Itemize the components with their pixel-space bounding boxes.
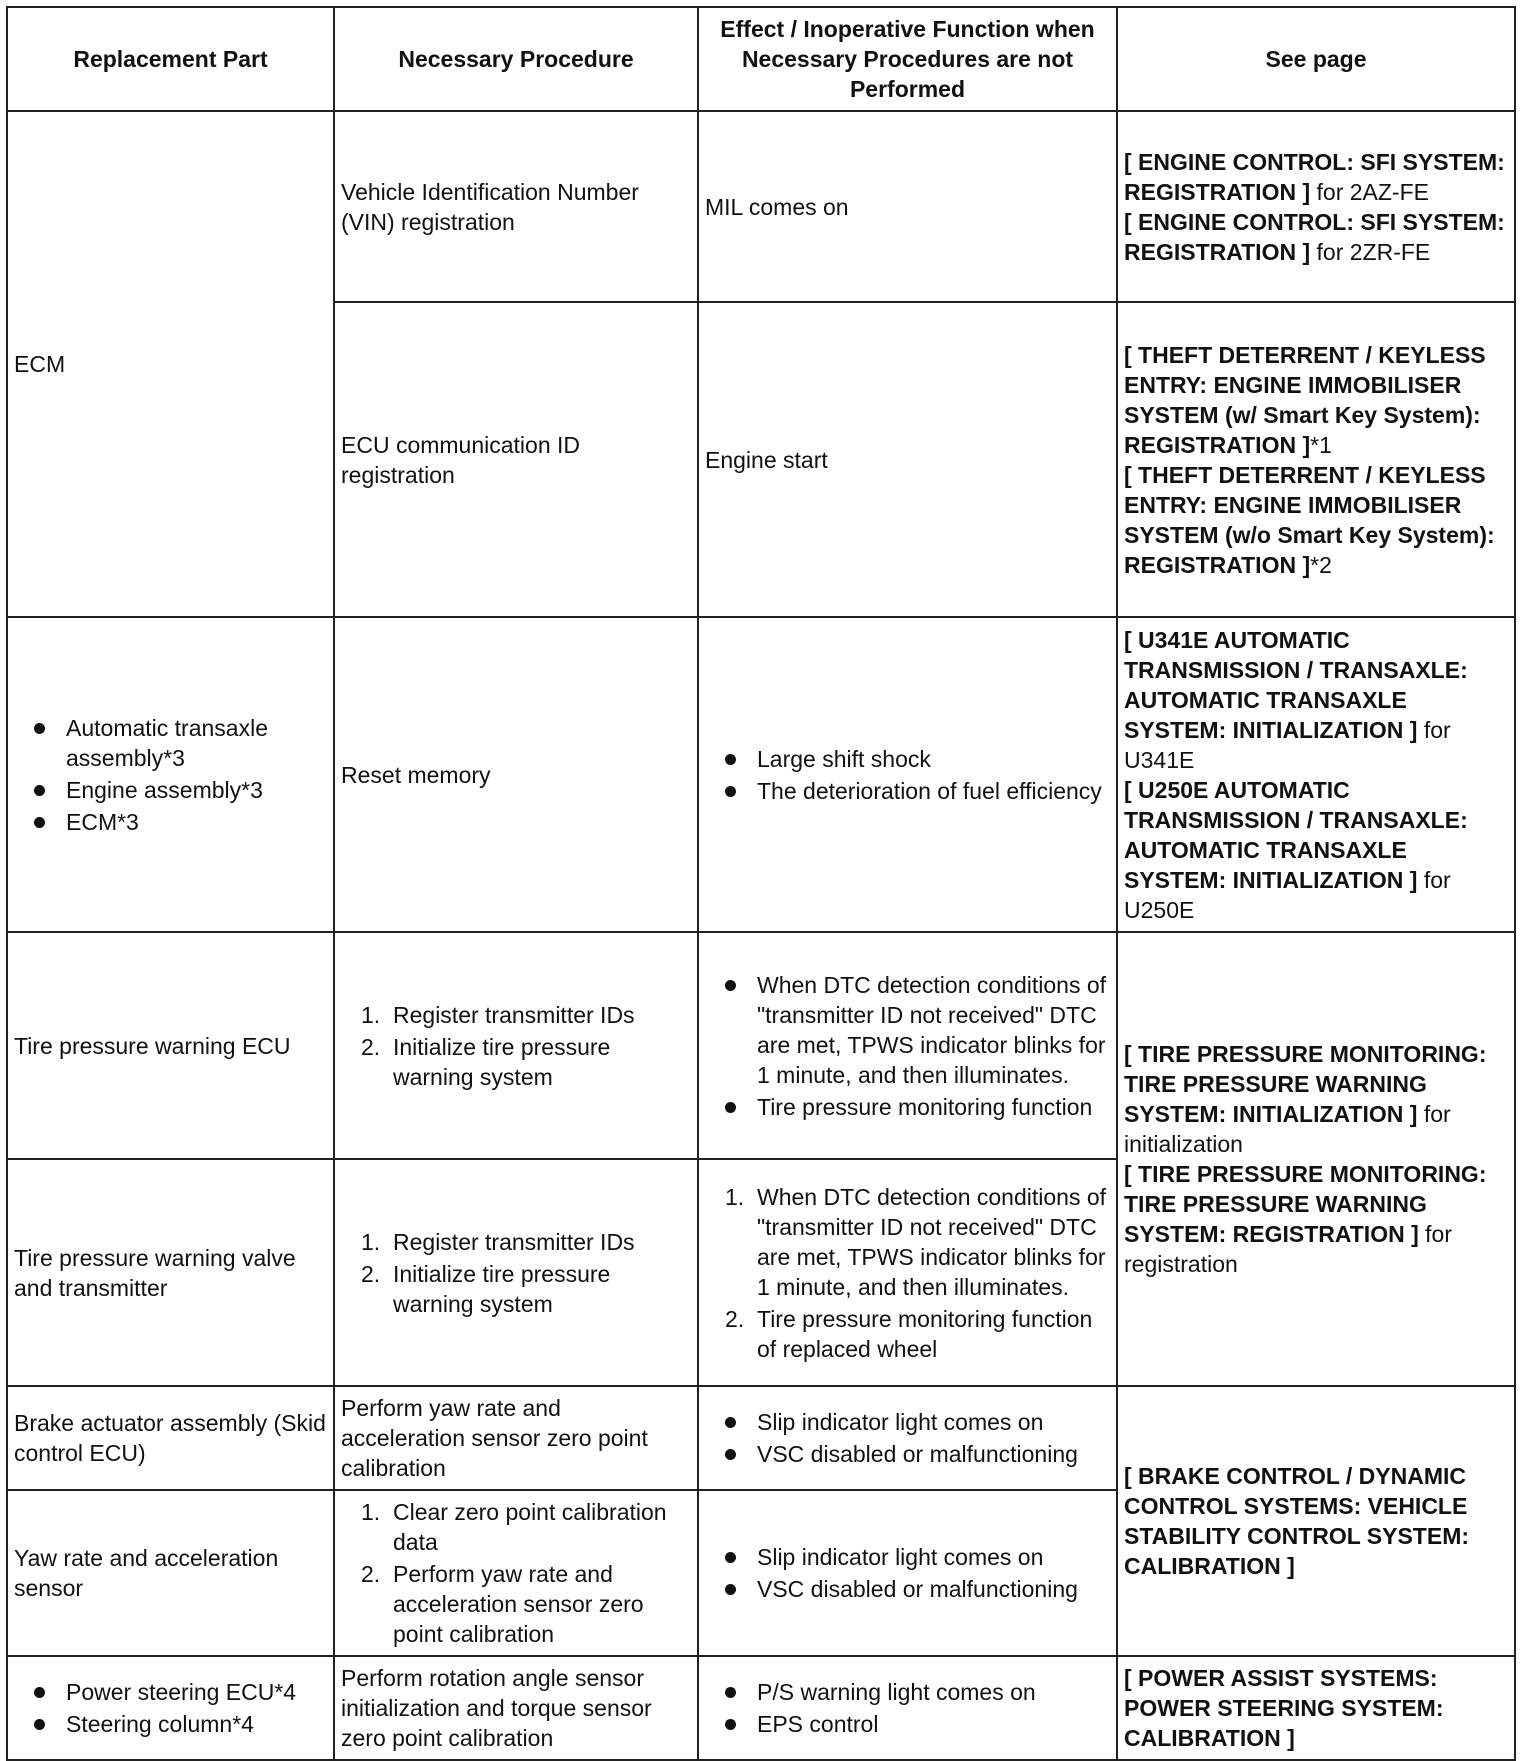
list-item: ECM*3 <box>28 807 327 837</box>
list-item: Slip indicator light comes on <box>719 1542 1110 1572</box>
list-item: Large shift shock <box>719 744 1110 774</box>
list-item: 2. Tire pressure monitoring function of replaced wheel <box>725 1305 1093 1362</box>
list-number: 2. <box>361 1561 381 1587</box>
list-item: Power steering ECU*4 <box>28 1677 327 1707</box>
table-row-tpws-ecu <box>7 932 1515 1159</box>
list-item: 2. Initialize tire pressure warning system <box>361 1033 611 1090</box>
effect-tpws-valve-list <box>698 1159 1117 1386</box>
ref-suffix: *1 <box>1310 431 1332 458</box>
procedure-power-steering: Perform rotation angle sensor initialization and torque sensor zero point calibration <box>334 1656 698 1760</box>
ref-link[interactable]: [ ENGINE CONTROL: SFI SYSTEM: REGISTRATION ] <box>1124 148 1505 205</box>
effect-tpws-ecu-list <box>698 932 1117 1159</box>
list-number: 2. <box>361 1260 381 1287</box>
list-item: 1. Register transmitter IDs <box>361 1228 635 1255</box>
ref-link[interactable]: [ U341E AUTOMATIC TRANSMISSION / TRANSAXLE: AUTOMATIC TRANSAXLE SYSTEM: INITIALIZATION ] <box>1124 626 1468 743</box>
procedure-tpws-valve-list <box>334 1159 698 1386</box>
part-power-steering-list <box>7 1656 334 1760</box>
ref-suffix: for registration <box>1124 1221 1452 1277</box>
header-row <box>7 7 1515 111</box>
list-number: 1. <box>361 1001 381 1028</box>
table-row-transaxle <box>7 617 1515 932</box>
list-item: 1. When DTC detection conditions of "transmitter ID not received" DTC are met, TPWS indicator blinks for 1 minute, and then illuminates. <box>725 1183 1107 1300</box>
ref-link[interactable]: [ TIRE PRESSURE MONITORING: TIRE PRESSURE WARNING SYSTEM: INITIALIZATION ] <box>1124 1041 1487 1127</box>
list-item: Steering column*4 <box>28 1709 327 1739</box>
header-replacement-part: Replacement Part <box>7 7 334 111</box>
effect-brake-list <box>698 1386 1117 1490</box>
see-page-tpws <box>1117 932 1515 1386</box>
list-item: 1. Clear zero point calibration data <box>361 1499 667 1555</box>
list-item: VSC disabled or malfunctioning <box>719 1574 1110 1604</box>
list-item: Automatic transaxle assembly*3 <box>28 713 327 773</box>
see-page-sfi <box>1117 111 1515 302</box>
list-item: EPS control <box>719 1709 1110 1739</box>
list-item: The deterioration of fuel efficiency <box>719 776 1110 806</box>
ref-suffix: *2 <box>1310 551 1332 578</box>
procedure-yaw-list <box>334 1490 698 1656</box>
part-yaw-sensor: Yaw rate and acceleration sensor <box>7 1490 334 1656</box>
list-item: 2. Initialize tire pressure warning system <box>361 1260 611 1317</box>
part-transaxle-list <box>7 617 334 932</box>
see-page-immobiliser <box>1117 302 1515 617</box>
ref-link[interactable]: [ U250E AUTOMATIC TRANSMISSION / TRANSAXLE: AUTOMATIC TRANSAXLE SYSTEM: INITIALIZATION ] <box>1124 776 1468 893</box>
effect-power-steering-list <box>698 1656 1117 1760</box>
list-item: Engine assembly*3 <box>28 775 327 805</box>
ref-link[interactable]: [ THEFT DETERRENT / KEYLESS ENTRY: ENGINE IMMOBILISER SYSTEM (w/ Smart Key System): REGISTRATION ] <box>1124 341 1486 458</box>
ref-suffix: for 2ZR-FE <box>1310 238 1431 265</box>
list-number: 2. <box>725 1305 745 1332</box>
see-page-transaxle <box>1117 617 1515 932</box>
list-item: P/S warning light comes on <box>719 1677 1110 1707</box>
list-number: 1. <box>361 1228 381 1255</box>
part-tpws-ecu: Tire pressure warning ECU <box>7 932 334 1159</box>
ref-link[interactable]: [ TIRE PRESSURE MONITORING: TIRE PRESSURE WARNING SYSTEM: REGISTRATION ] <box>1124 1161 1487 1247</box>
table-row-brake <box>7 1386 1515 1490</box>
effect-mil: MIL comes on <box>698 111 1117 302</box>
header-effect: Effect / Inoperative Function when Necessary Procedures are not Performed <box>698 7 1117 111</box>
list-number: 1. <box>725 1183 745 1210</box>
ref-suffix: for initialization <box>1124 1101 1451 1157</box>
see-page-brake <box>1117 1386 1515 1656</box>
ref-link[interactable]: [ BRAKE CONTROL / DYNAMIC CONTROL SYSTEMS: VEHICLE STABILITY CONTROL SYSTEM: CALIBRATION ] <box>1124 1463 1470 1579</box>
procedure-ecu-id-registration: ECU communication ID registration <box>334 302 698 617</box>
header-see-page: See page <box>1117 7 1515 111</box>
list-item: VSC disabled or malfunctioning <box>719 1439 1110 1469</box>
procedure-brake-calibration: Perform yaw rate and acceleration sensor zero point calibration <box>334 1386 698 1490</box>
ref-suffix: for U250E <box>1124 866 1451 923</box>
list-number: 2. <box>361 1033 381 1060</box>
procedure-reset-memory: Reset memory <box>334 617 698 932</box>
ref-link[interactable]: [ ENGINE CONTROL: SFI SYSTEM: REGISTRATION ] <box>1124 208 1505 265</box>
replacement-procedure-table <box>6 6 1516 1761</box>
list-number: 1. <box>361 1499 381 1525</box>
list-item: Slip indicator light comes on <box>719 1407 1110 1437</box>
header-necessary-procedure: Necessary Procedure <box>334 7 698 111</box>
table-row-ecm-vin <box>7 111 1515 302</box>
ref-suffix: for 2AZ-FE <box>1310 178 1429 205</box>
list-item: 2. Perform yaw rate and acceleration sensor zero point calibration <box>361 1561 644 1647</box>
procedure-vin-registration: Vehicle Identification Number (VIN) registration <box>334 111 698 302</box>
part-tpws-valve: Tire pressure warning valve and transmitter <box>7 1159 334 1386</box>
effect-yaw-list <box>698 1490 1117 1656</box>
list-item: 1. Register transmitter IDs <box>361 1001 635 1028</box>
procedure-tpws-ecu-list <box>334 932 698 1159</box>
effect-engine-start: Engine start <box>698 302 1117 617</box>
part-ecm: ECM <box>7 111 334 617</box>
ref-suffix: for U341E <box>1124 716 1451 773</box>
list-item: When DTC detection conditions of "transmitter ID not received" DTC are met, TPWS indicator blinks for 1 minute, and then illuminates. <box>719 970 1110 1090</box>
see-page-power-steering <box>1117 1656 1515 1760</box>
effect-transaxle-list <box>698 617 1117 932</box>
part-brake-actuator: Brake actuator assembly (Skid control ECU) <box>7 1386 334 1490</box>
ref-link[interactable]: [ THEFT DETERRENT / KEYLESS ENTRY: ENGINE IMMOBILISER SYSTEM (w/o Smart Key System): REGISTRATION ] <box>1124 461 1495 578</box>
table-row-power-steering <box>7 1656 1515 1760</box>
list-item: Tire pressure monitoring function <box>719 1092 1110 1122</box>
ref-link[interactable]: [ POWER ASSIST SYSTEMS: POWER STEERING SYSTEM: CALIBRATION ] <box>1124 1665 1444 1751</box>
